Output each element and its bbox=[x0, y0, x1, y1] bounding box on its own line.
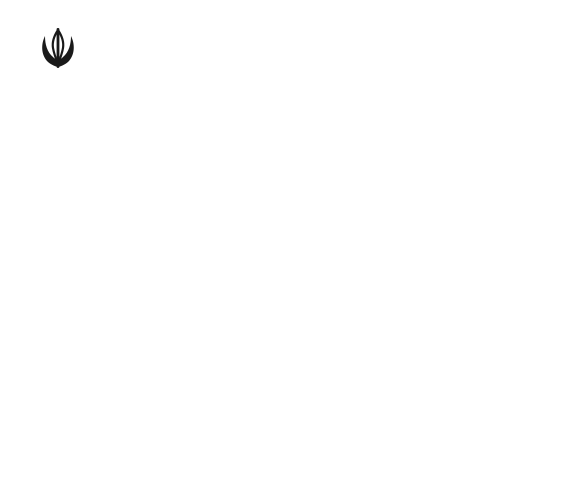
emblem-caption bbox=[6, 74, 110, 92]
emblem-block bbox=[6, 26, 110, 92]
iran-emblem-icon bbox=[35, 26, 81, 72]
signatory-name bbox=[0, 437, 576, 453]
signatory-title bbox=[0, 453, 576, 471]
notice-body bbox=[10, 44, 566, 414]
signature-block bbox=[0, 437, 576, 471]
